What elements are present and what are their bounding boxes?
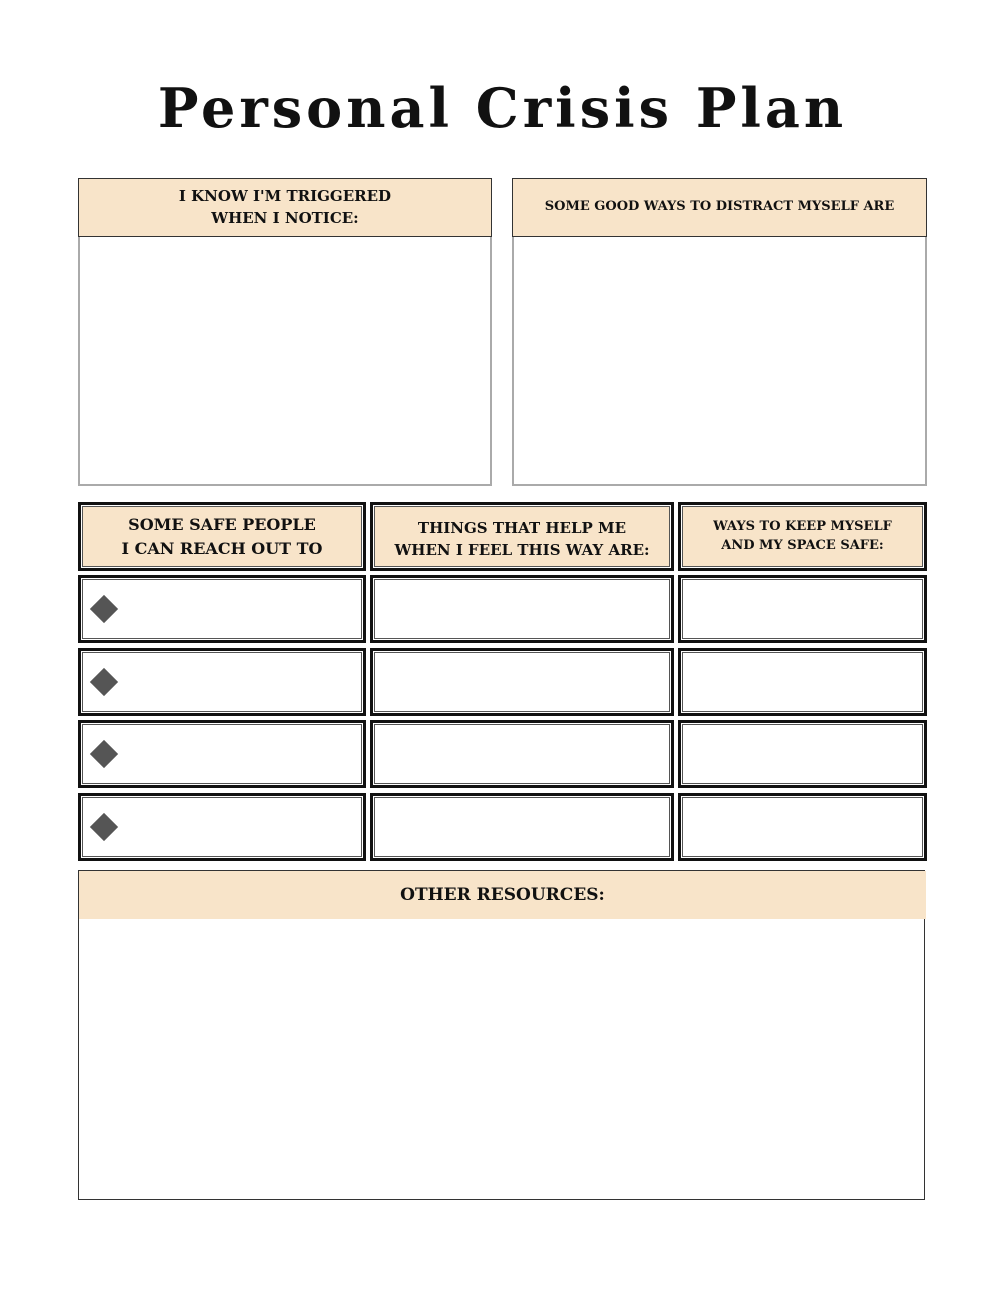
diamond-bullet-icon xyxy=(90,595,118,623)
help-item-field[interactable] xyxy=(370,575,674,643)
safe-person-field[interactable] xyxy=(78,648,366,716)
help-item-field[interactable] xyxy=(370,720,674,788)
other-resources-box[interactable] xyxy=(78,870,925,1200)
page-title: Personal Crisis Plan xyxy=(157,76,848,140)
safety-item-field[interactable] xyxy=(678,720,927,788)
diamond-bullet-icon xyxy=(90,740,118,768)
safety-item-field[interactable] xyxy=(678,793,927,861)
diamond-bullet-icon xyxy=(90,813,118,841)
safety-item-field[interactable] xyxy=(678,648,927,716)
safe-person-field[interactable] xyxy=(78,720,366,788)
safe-person-field[interactable] xyxy=(78,575,366,643)
distractions-box[interactable] xyxy=(512,178,927,486)
triggers-box[interactable] xyxy=(78,178,492,486)
help-item-field[interactable] xyxy=(370,793,674,861)
help-item-field[interactable] xyxy=(370,648,674,716)
triggers-header: I KNOW I'M TRIGGERED WHEN I NOTICE: xyxy=(78,178,492,237)
keep-safe-header: WAYS TO KEEP MYSELF AND MY SPACE SAFE: xyxy=(678,502,927,571)
distractions-header: SOME GOOD WAYS TO DISTRACT MYSELF ARE xyxy=(512,178,927,237)
safe-person-field[interactable] xyxy=(78,793,366,861)
diamond-bullet-icon xyxy=(90,668,118,696)
things-that-help-header: THINGS THAT HELP ME WHEN I FEEL THIS WAY ARE: xyxy=(370,502,674,571)
safe-people-header: SOME SAFE PEOPLE I CAN REACH OUT TO xyxy=(78,502,366,571)
safety-item-field[interactable] xyxy=(678,575,927,643)
other-resources-header: OTHER RESOURCES: xyxy=(79,871,926,919)
